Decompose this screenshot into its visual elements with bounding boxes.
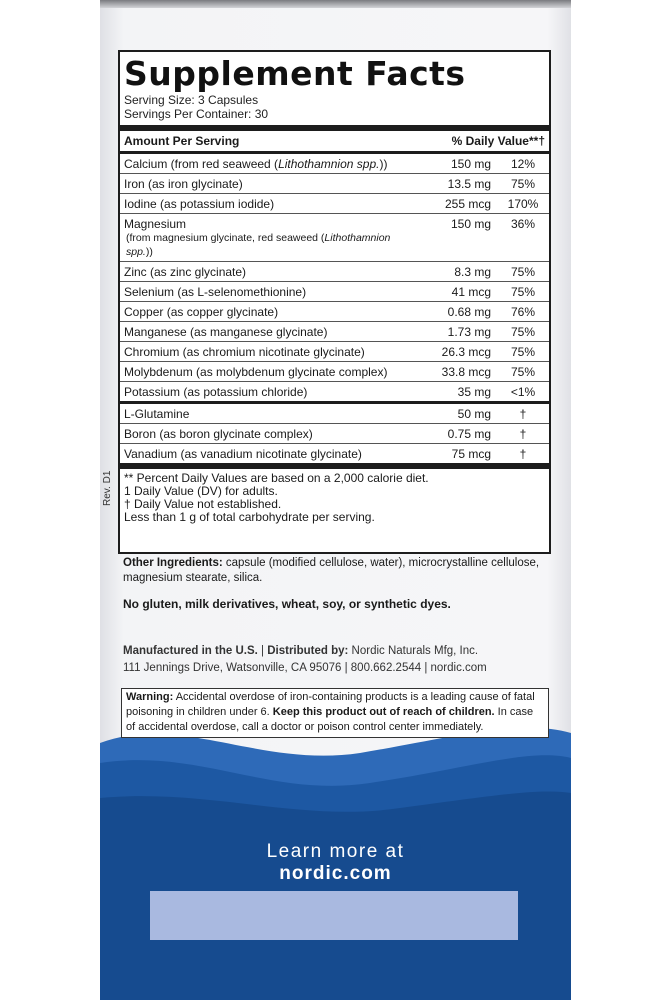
nutrient-dv: 36% xyxy=(510,217,536,231)
nutrient-name: Chromium (as chromium nicotinate glycinate) xyxy=(124,345,365,359)
nutrient-name-italic: Lithothamnion spp. xyxy=(278,157,380,171)
nutrient-amount: 255 mcg xyxy=(444,197,491,211)
nutrient-row-vanadium xyxy=(120,444,549,463)
nutrient-row-copper xyxy=(120,302,549,322)
nutrient-amount: 75 mcg xyxy=(451,447,491,461)
nutrient-name: Boron (as boron glycinate complex) xyxy=(124,427,313,441)
nutrient-amount: 0.68 mg xyxy=(447,305,491,319)
nutrient-dv: † xyxy=(519,447,527,461)
footnote-carbohydrate: Less than 1 g of total carbohydrate per serving. xyxy=(124,510,375,524)
nutrient-dv: 12% xyxy=(510,157,536,171)
nutrient-name: Zinc (as zinc glycinate) xyxy=(124,265,247,279)
nutrient-source-text: (from magnesium glycinate, red seaweed ( xyxy=(126,232,325,244)
servings-per-container: Servings Per Container: 30 xyxy=(124,107,269,121)
nutrient-row-iodine xyxy=(120,194,549,214)
warning-label: Warning: xyxy=(126,691,174,703)
nutrient-amount: 8.3 mg xyxy=(454,265,491,279)
nutrient-name: Vanadium (as vanadium nicotinate glycinate) xyxy=(124,447,362,461)
nutrient-source xyxy=(126,231,401,259)
nutrient-amount: 41 mcg xyxy=(451,285,491,299)
nutrient-name: Potassium (as potassium chloride) xyxy=(124,385,308,399)
separator: | xyxy=(257,645,268,657)
warning-text-1: Accidental overdose of iron-containing products is a leading cause of fatal poisoning in children under 6. xyxy=(126,691,535,718)
nutrient-dv: <1% xyxy=(510,385,536,399)
footnote-percent-dv: ** Percent Daily Values are based on a 2,000 calorie diet. xyxy=(124,471,429,485)
nutrient-name: Selenium (as L-selenomethionine) xyxy=(124,285,307,299)
learn-more-promo xyxy=(100,841,571,885)
nutrient-row-selenium xyxy=(120,282,549,302)
supplement-facts-box xyxy=(118,50,551,554)
warning-bold-text: Keep this product out of reach of children. xyxy=(272,706,495,718)
nutrient-dv: 76% xyxy=(510,305,536,319)
distributed-by-label: Distributed by: xyxy=(267,645,349,657)
nutrient-row-potassium xyxy=(120,382,549,401)
nutrient-name: Iodine (as potassium iodide) xyxy=(124,197,275,211)
nutrient-amount: 150 mg xyxy=(450,217,491,231)
learn-more-text: Learn more at xyxy=(266,841,405,862)
nutrient-row-magnesium xyxy=(120,214,549,262)
nutrient-row-iron xyxy=(120,174,549,194)
nutrient-name xyxy=(124,157,401,171)
footnotes xyxy=(120,469,549,524)
nutrient-row-l-glutamine xyxy=(120,404,549,424)
warning-text-2: In case of accidental overdose, call a doctor or poison control center immediately. xyxy=(126,706,534,733)
distributor-name: Nordic Naturals Mfg, Inc. xyxy=(348,645,479,657)
footnote-not-established: † Daily Value not established. xyxy=(124,497,282,511)
nutrient-amount: 13.5 mg xyxy=(447,177,491,191)
nutrient-amount: 26.3 mcg xyxy=(441,345,491,359)
nutrient-name: Manganese (as manganese glycinate) xyxy=(124,325,328,339)
serving-size: Serving Size: 3 Capsules xyxy=(124,93,259,107)
footnote-daily-value: 1 Daily Value (DV) for adults. xyxy=(124,484,278,498)
iron-warning-box xyxy=(121,688,549,738)
nutrient-row-chromium xyxy=(120,342,549,362)
nutrient-amount: 35 mg xyxy=(457,385,491,399)
facts-header-row xyxy=(120,131,549,151)
other-ingredients-label: Other Ingredients: xyxy=(123,557,223,569)
amount-per-serving-header: Amount Per Serving xyxy=(124,134,240,148)
nutrient-dv: 75% xyxy=(510,285,536,299)
revision-code: Rev. D1 xyxy=(102,470,113,506)
nutrient-amount: 50 mg xyxy=(457,407,491,421)
nutrient-amount: 150 mg xyxy=(450,157,491,171)
nutrient-dv: † xyxy=(519,427,527,441)
nutrient-dv: 75% xyxy=(510,265,536,279)
daily-value-header: % Daily Value**† xyxy=(451,134,545,148)
manufacturer-address: 111 Jennings Drive, Watsonville, CA 95076 | 800.662.2544 | nordic.com xyxy=(123,662,487,674)
manufacturer-line xyxy=(123,643,487,660)
nutrient-dv: 170% xyxy=(507,197,539,211)
nutrient-name: L-Glutamine xyxy=(124,407,190,421)
nutrient-name: Copper (as copper glycinate) xyxy=(124,305,279,319)
nutrient-row-molybdenum xyxy=(120,362,549,382)
nutrient-dv: 75% xyxy=(510,345,536,359)
nutrient-dv: 75% xyxy=(510,365,536,379)
blank-label-area xyxy=(150,891,518,940)
other-ingredients-text: capsule (modified cellulose, water), microcrystalline cellulose, magnesium stearate, silica. xyxy=(123,557,540,584)
free-from-statement: No gluten, milk derivatives, wheat, soy, or synthetic dyes. xyxy=(123,597,451,611)
nutrient-source-after: )) xyxy=(145,246,153,258)
website-link[interactable]: nordic.com xyxy=(279,863,392,884)
made-in-label: Manufactured in the U.S. xyxy=(123,645,258,657)
nutrient-name-text: Calcium (from red seaweed ( xyxy=(124,157,279,171)
nutrient-row-zinc xyxy=(120,262,549,282)
other-ingredients xyxy=(123,556,553,586)
nutrient-row-calcium xyxy=(120,154,549,174)
package-panel xyxy=(100,8,571,1000)
nutrient-dv: 75% xyxy=(510,325,536,339)
nutrient-dv: † xyxy=(519,407,527,421)
nutrient-name: Iron (as iron glycinate) xyxy=(124,177,243,191)
nutrient-amount: 0.75 mg xyxy=(447,427,491,441)
manufacturer-info xyxy=(123,643,487,677)
nutrient-name-text: Magnesium xyxy=(124,217,187,231)
nutrient-row-boron xyxy=(120,424,549,444)
nutrient-name: Molybdenum (as molybdenum glycinate complex) xyxy=(124,365,388,379)
nutrient-source-italic: Lithothamnion spp. xyxy=(126,232,391,258)
nutrient-dv: 75% xyxy=(510,177,536,191)
nutrient-name xyxy=(124,217,401,259)
nutrient-row-manganese xyxy=(120,322,549,342)
nutrient-amount: 1.73 mg xyxy=(447,325,491,339)
nutrient-amount: 33.8 mcg xyxy=(441,365,491,379)
nutrient-name-after: )) xyxy=(379,157,388,171)
facts-title: Supplement Facts xyxy=(124,54,466,93)
